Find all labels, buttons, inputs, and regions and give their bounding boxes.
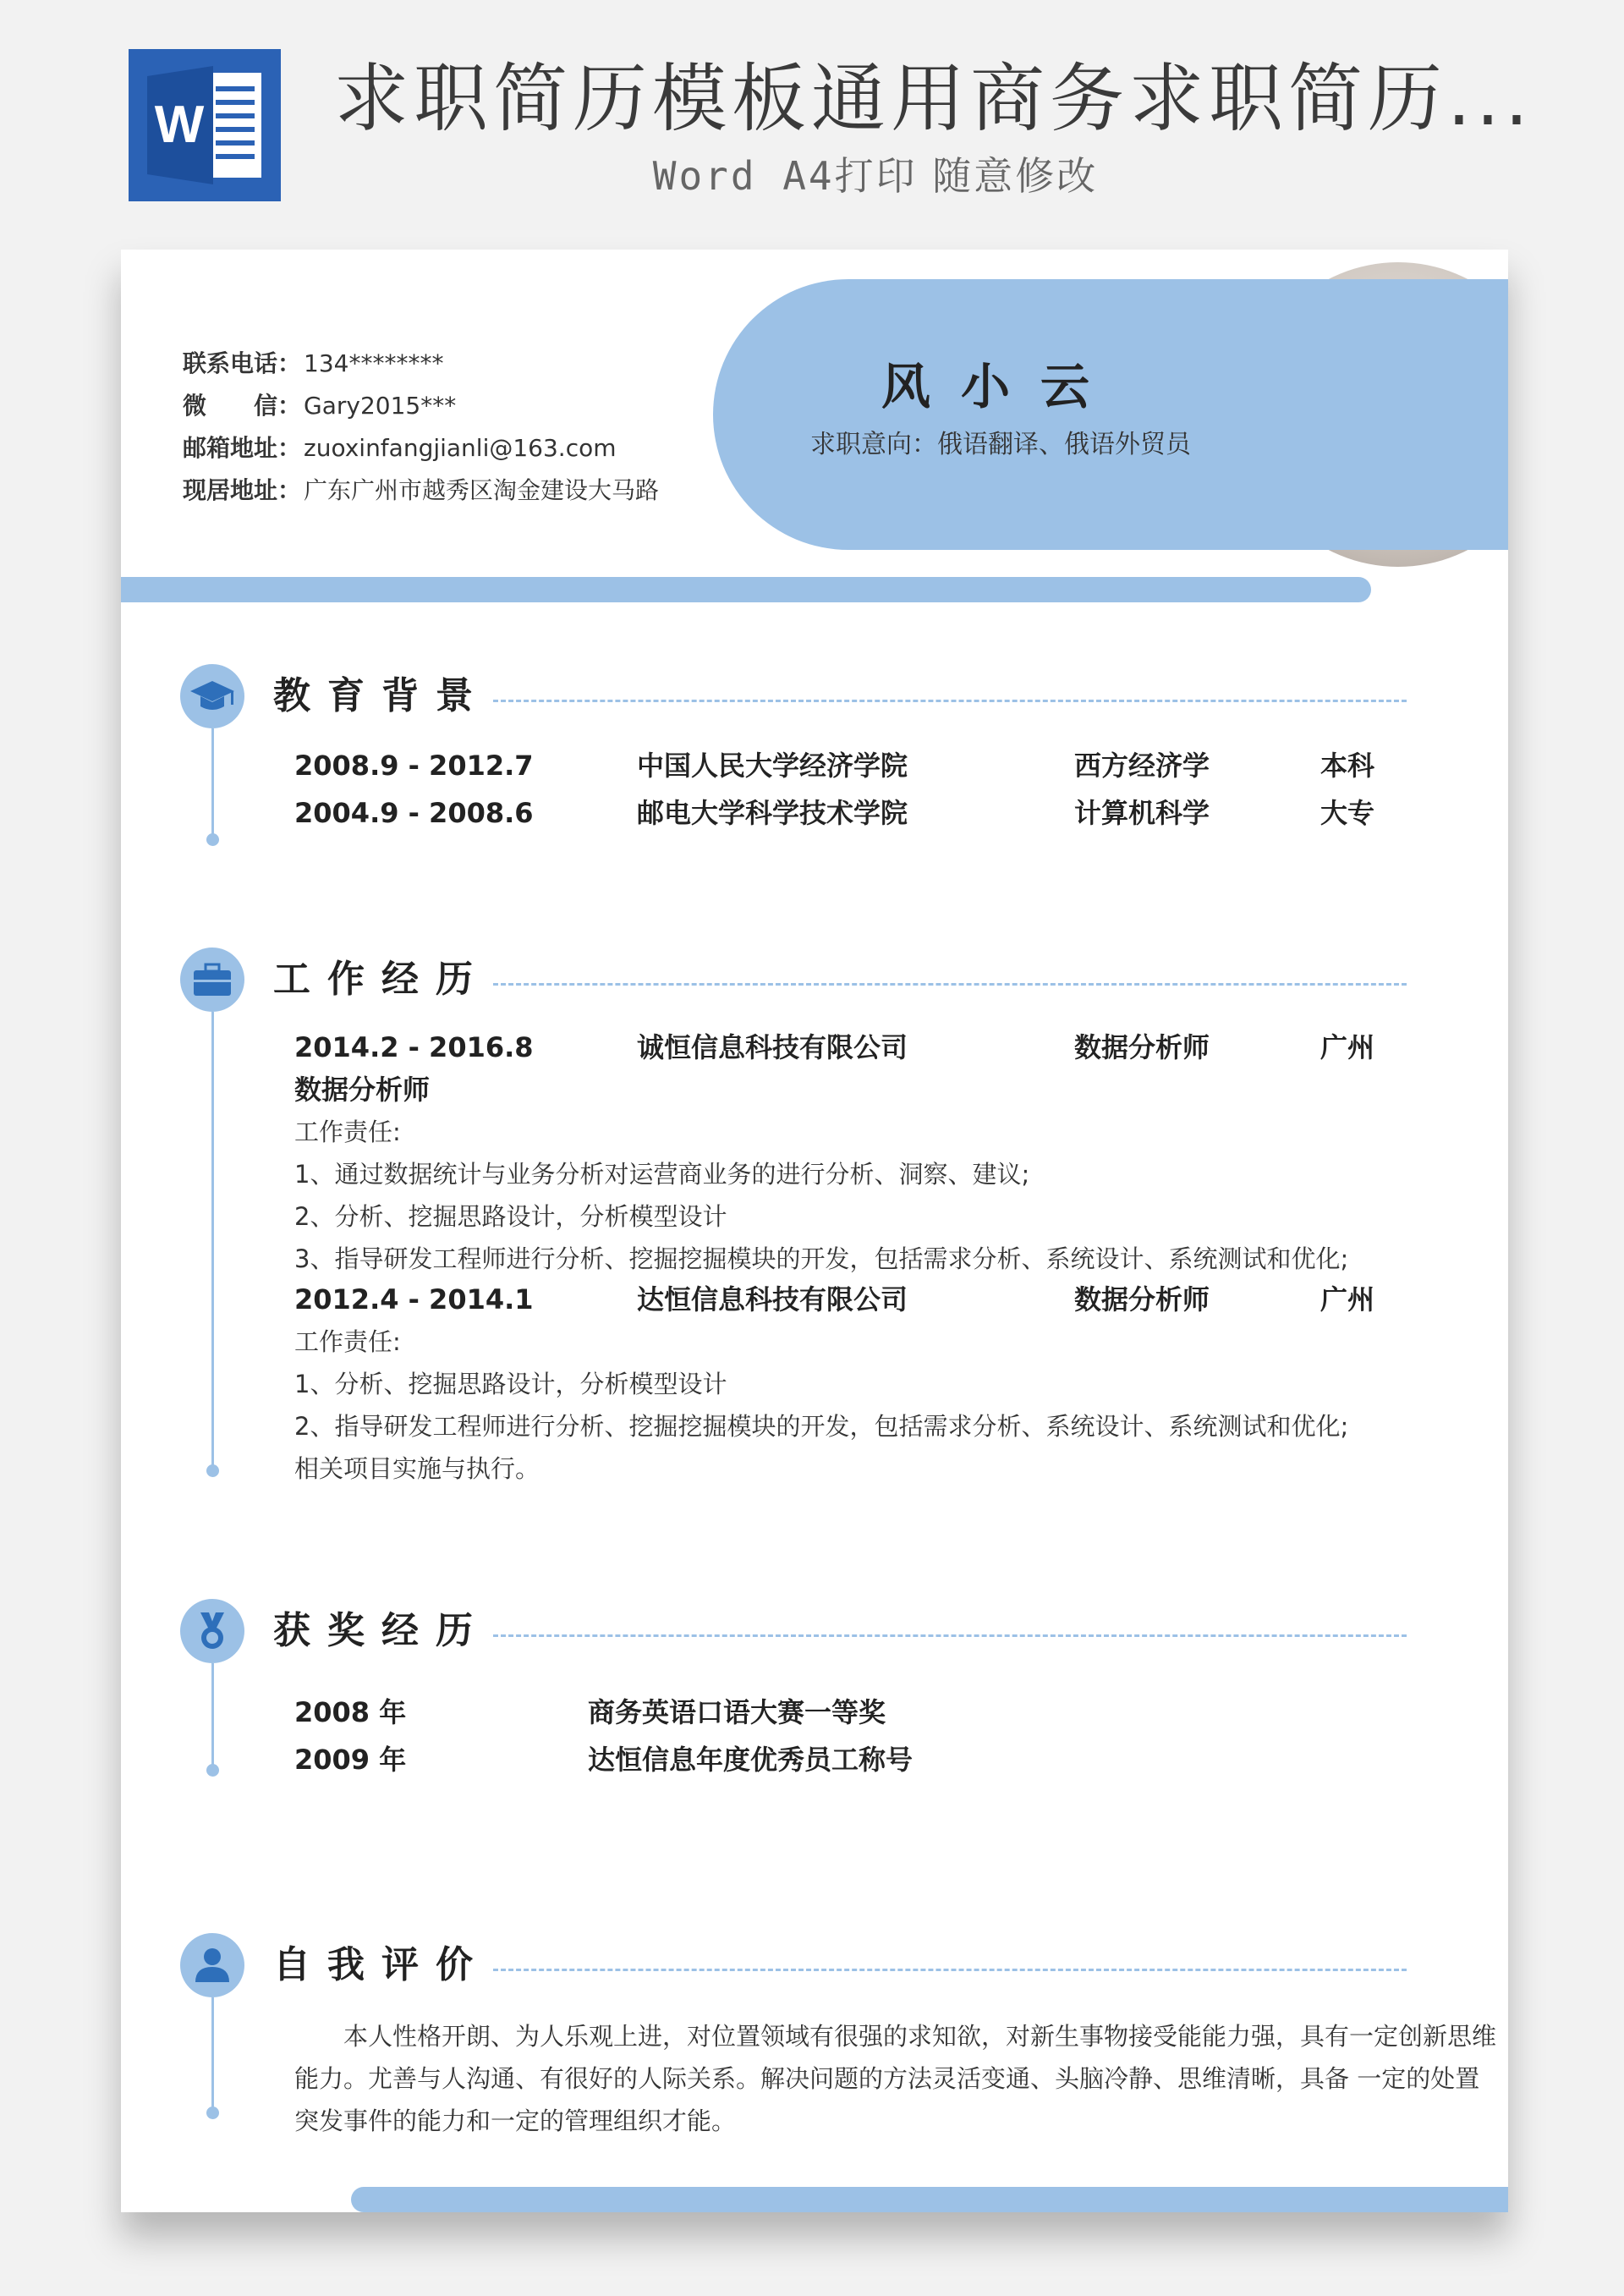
job-position: 数据分析师 (1074, 1283, 1210, 1316)
section-title-work: 工作经历 (273, 958, 490, 1001)
contact-label: 邮箱地址： (183, 434, 302, 462)
duty-item: 2、分析、挖掘思路设计，分析模型设计 (294, 1202, 727, 1231)
contact-label: 微 信： (183, 392, 302, 420)
duty-item: 2、指导研发工程师进行分析、挖掘挖掘模块的开发，包括需求分析、系统设计、系统测试和优化; (294, 1412, 1349, 1441)
edu-degree: 大专 (1320, 797, 1375, 829)
job-city: 广州 (1320, 1031, 1375, 1063)
duty-item: 1、通过数据统计与业务分析对运营商业务的进行分析、洞察、建议; (294, 1160, 1030, 1189)
section-divider (493, 700, 1407, 702)
section-title-self: 自我评价 (273, 1943, 490, 1986)
graduation-cap-icon (180, 664, 244, 728)
section-title-awards: 获奖经历 (273, 1609, 490, 1652)
job-city: 广州 (1320, 1283, 1375, 1316)
timeline-dot (206, 833, 219, 846)
contact-value: Gary2015*** (304, 392, 457, 420)
footer-divider-bar (351, 2187, 1508, 2212)
job-period: 2012.4 - 2014.1 (294, 1283, 534, 1316)
svg-text:W: W (154, 96, 205, 154)
subtitle-note: 打印 随意修改 (834, 153, 1099, 199)
duty-item: 相关项目实施与执行。 (294, 1454, 540, 1483)
job-period: 2014.2 - 2016.8 (294, 1031, 534, 1063)
section-title-education: 教育背景 (273, 674, 490, 717)
award-name: 达恒信息年度优秀员工称号 (588, 1744, 914, 1776)
section-divider (493, 1634, 1407, 1637)
edu-major: 计算机科学 (1074, 797, 1210, 829)
edu-major: 西方经济学 (1074, 750, 1210, 782)
award-year: 2009 年 (294, 1744, 407, 1776)
contact-info (183, 343, 659, 512)
contact-value: 广东广州市越秀区淘金建设大马路 (304, 476, 660, 504)
duty-item: 3、指导研发工程师进行分析、挖掘挖掘模块的开发，包括需求分析、系统设计、系统测试和优化; (294, 1244, 1349, 1273)
contact-label: 现居地址： (183, 476, 302, 504)
timeline-dot (206, 2106, 219, 2119)
candidate-name: 风小云 (881, 358, 1120, 415)
person-icon (180, 1933, 244, 1997)
job-company: 诚恒信息科技有限公司 (637, 1031, 908, 1063)
contact-wechat (183, 385, 659, 427)
edu-degree: 本科 (1320, 750, 1375, 782)
contact-value: zuoxinfangjianli@163.com (304, 434, 617, 462)
duty-item: 1、分析、挖掘思路设计，分析模型设计 (294, 1370, 727, 1398)
duty-label: 工作责任: (294, 1118, 401, 1146)
header-divider-bar (121, 577, 1371, 602)
timeline-dot (206, 1464, 219, 1477)
award-year: 2008 年 (294, 1696, 407, 1728)
timeline-line (211, 728, 214, 838)
name-banner (713, 279, 1508, 550)
edu-period: 2004.9 - 2008.6 (294, 797, 534, 829)
subtitle-format: Word A4 (652, 153, 835, 199)
job-position: 数据分析师 (1074, 1031, 1210, 1063)
self-evaluation-text: 本人性格开朗、为人乐观上进，对位置领域有很强的求知欲，对新生事物接受能能力强，具有一定创新思维能力。尤善与人沟通、有很好的人际关系。解决问题的方法灵活变通、头脑冷静、思维清晰，具备 一定的处置突发事件的能力和一定的管理组织才能。 (294, 2022, 1497, 2135)
briefcase-icon (180, 948, 244, 1012)
job-company: 达恒信息科技有限公司 (637, 1283, 908, 1316)
section-divider (493, 1969, 1407, 1971)
job-intent: 求职意向：俄语翻译、俄语外贸员 (810, 430, 1191, 459)
document-title: 求职简历模板通用商务求职简历... (334, 55, 1533, 142)
contact-address (183, 470, 659, 512)
award-name: 商务英语口语大赛一等奖 (588, 1696, 886, 1728)
contact-value: 134******** (304, 349, 444, 377)
timeline-line (211, 1012, 214, 1469)
document-subtitle (0, 151, 1624, 201)
contact-phone (183, 343, 659, 385)
timeline-dot (206, 1764, 219, 1777)
contact-email (183, 427, 659, 470)
edu-school: 邮电大学科学技术学院 (637, 797, 908, 829)
duty-label: 工作责任: (294, 1327, 401, 1356)
timeline-line (211, 1663, 214, 1769)
medal-icon (180, 1599, 244, 1663)
edu-period: 2008.9 - 2012.7 (294, 750, 534, 782)
resume-page (121, 250, 1508, 2212)
timeline-line (211, 1997, 214, 2112)
contact-label: 联系电话： (183, 349, 302, 377)
job-role: 数据分析师 (294, 1074, 431, 1106)
edu-school: 中国人民大学经济学院 (637, 750, 908, 782)
section-divider (493, 983, 1407, 986)
